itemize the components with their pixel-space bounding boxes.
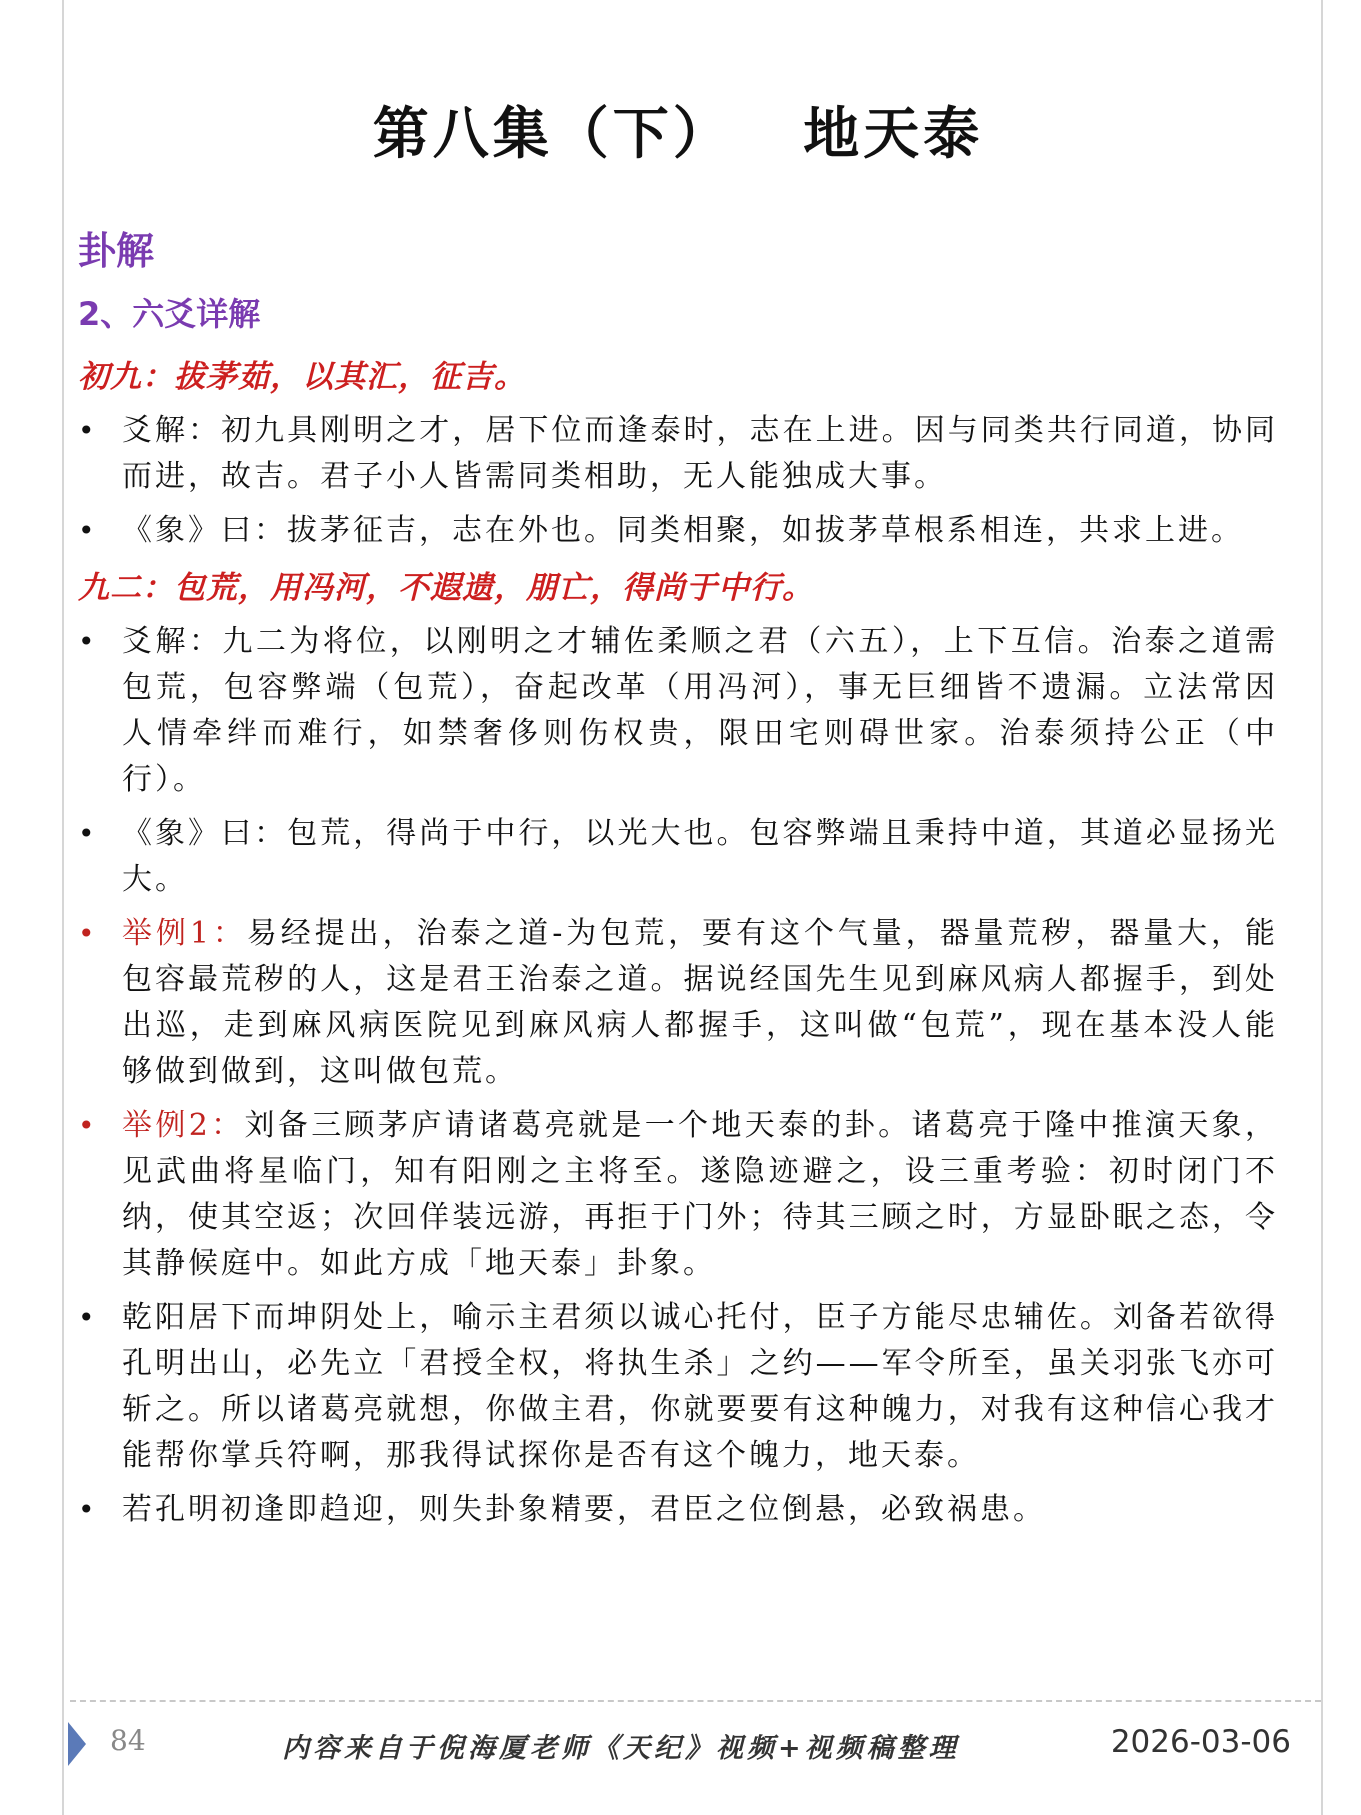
footer-date: 2026-03-06 [1110,1724,1291,1760]
footer-credit: 内容来自于倪海厦老师《天纪》视频+视频稿整理 [282,1733,960,1764]
list-item [78,1295,1278,1479]
bullet-icon: • [78,917,95,950]
list-item [78,1487,1278,1533]
sub-heading: 2、六爻详解 [78,295,261,333]
list-item [78,408,1278,500]
document-page [78,90,1278,1541]
page-left-border [62,0,64,1815]
line-heading: 初九：拔茅茹，以其汇，征吉。 [78,359,526,395]
line-block-2 [78,562,1278,1533]
page-footer [62,1712,1321,1772]
bullet-icon: • [78,625,95,658]
example-label: 举例2： [122,1108,245,1143]
bullet-icon: • [78,1109,95,1142]
item-text: 《象》曰：拔茅征吉，志在外也。同类相聚，如拔茅草根系相连，共求上进。 [122,513,1244,548]
bullet-icon: • [78,817,95,850]
item-text: 《象》曰：包荒，得尚于中行，以光大也。包容弊端且秉持中道，其道必显扬光大。 [122,816,1278,897]
page-right-border [1321,0,1323,1815]
item-text: 爻解：初九具刚明之才，居下位而逢泰时，志在上进。因与同类共行同道，协同而进，故吉。君子小人皆需同类相助，无人能独成大事。 [122,413,1278,494]
item-text: 若孔明初逢即趋迎，则失卦象精要，君臣之位倒悬，必致祸患。 [122,1492,1046,1527]
item-text: 刘备三顾茅庐请诸葛亮就是一个地天泰的卦。诸葛亮于隆中推演天象，见武曲将星临门，知有阳刚之主将至。遂隐迹避之，设三重考验：初时闭门不纳，使其空返；次回佯装远游，再拒于门外；待其三顾之时，方显卧眠之态，令其静候庭中。如此方成「地天泰」卦象。 [122,1108,1279,1281]
item-text: 乾阳居下而坤阴处上，喻示主君须以诚心托付，臣子方能尽忠辅佐。刘备若欲得孔明出山，必先立「君授全权，将执生杀」之约——军令所至，虽关羽张飞亦可斩之。所以诸葛亮就想，你做主君，你就要要有这种魄力，对我有这种信心我才能帮你掌兵符啊，那我得试探你是否有这个魄力，地天泰。 [122,1300,1278,1473]
footer-divider [70,1700,1321,1702]
list-item [78,508,1278,554]
example-item [78,1103,1278,1287]
line-heading: 九二：包荒，用冯河，不遐遗，朋亡，得尚于中行。 [78,570,814,606]
example-item [78,911,1278,1095]
example-label: 举例1： [122,916,247,951]
line-block-1 [78,351,1278,554]
bullet-icon: • [78,1493,95,1526]
bullet-icon: • [78,1301,95,1334]
list-item [78,811,1278,903]
item-text: 爻解：九二为将位，以刚明之才辅佐柔顺之君（六五），上下互信。治泰之道需包荒，包容弊端（包荒），奋起改革（用冯河），事无巨细皆不遗漏。立法常因人情牵绊而难行，如禁奢侈则伤权贵，限田宅则碍世家。治泰须持公正（中行）。 [122,624,1278,797]
item-text: 易经提出，治泰之道-为包荒，要有这个气量，器量荒秽，器量大，能包容最荒秽的人，这是君王治泰之道。据说经国先生见到麻风病人都握手，到处出巡，走到麻风病医院见到麻风病人都握手，这叫做“包荒”，现在基本没人能够做到做到，这叫做包荒。 [122,916,1278,1089]
page-number: 84 [110,1724,146,1757]
section-heading: 卦解 [78,229,155,273]
bullet-icon: • [78,514,95,547]
page-marker-icon [68,1722,86,1766]
page-title: 第八集（下） 地天泰 [372,102,984,167]
list-item [78,619,1278,803]
bullet-icon: • [78,414,95,447]
